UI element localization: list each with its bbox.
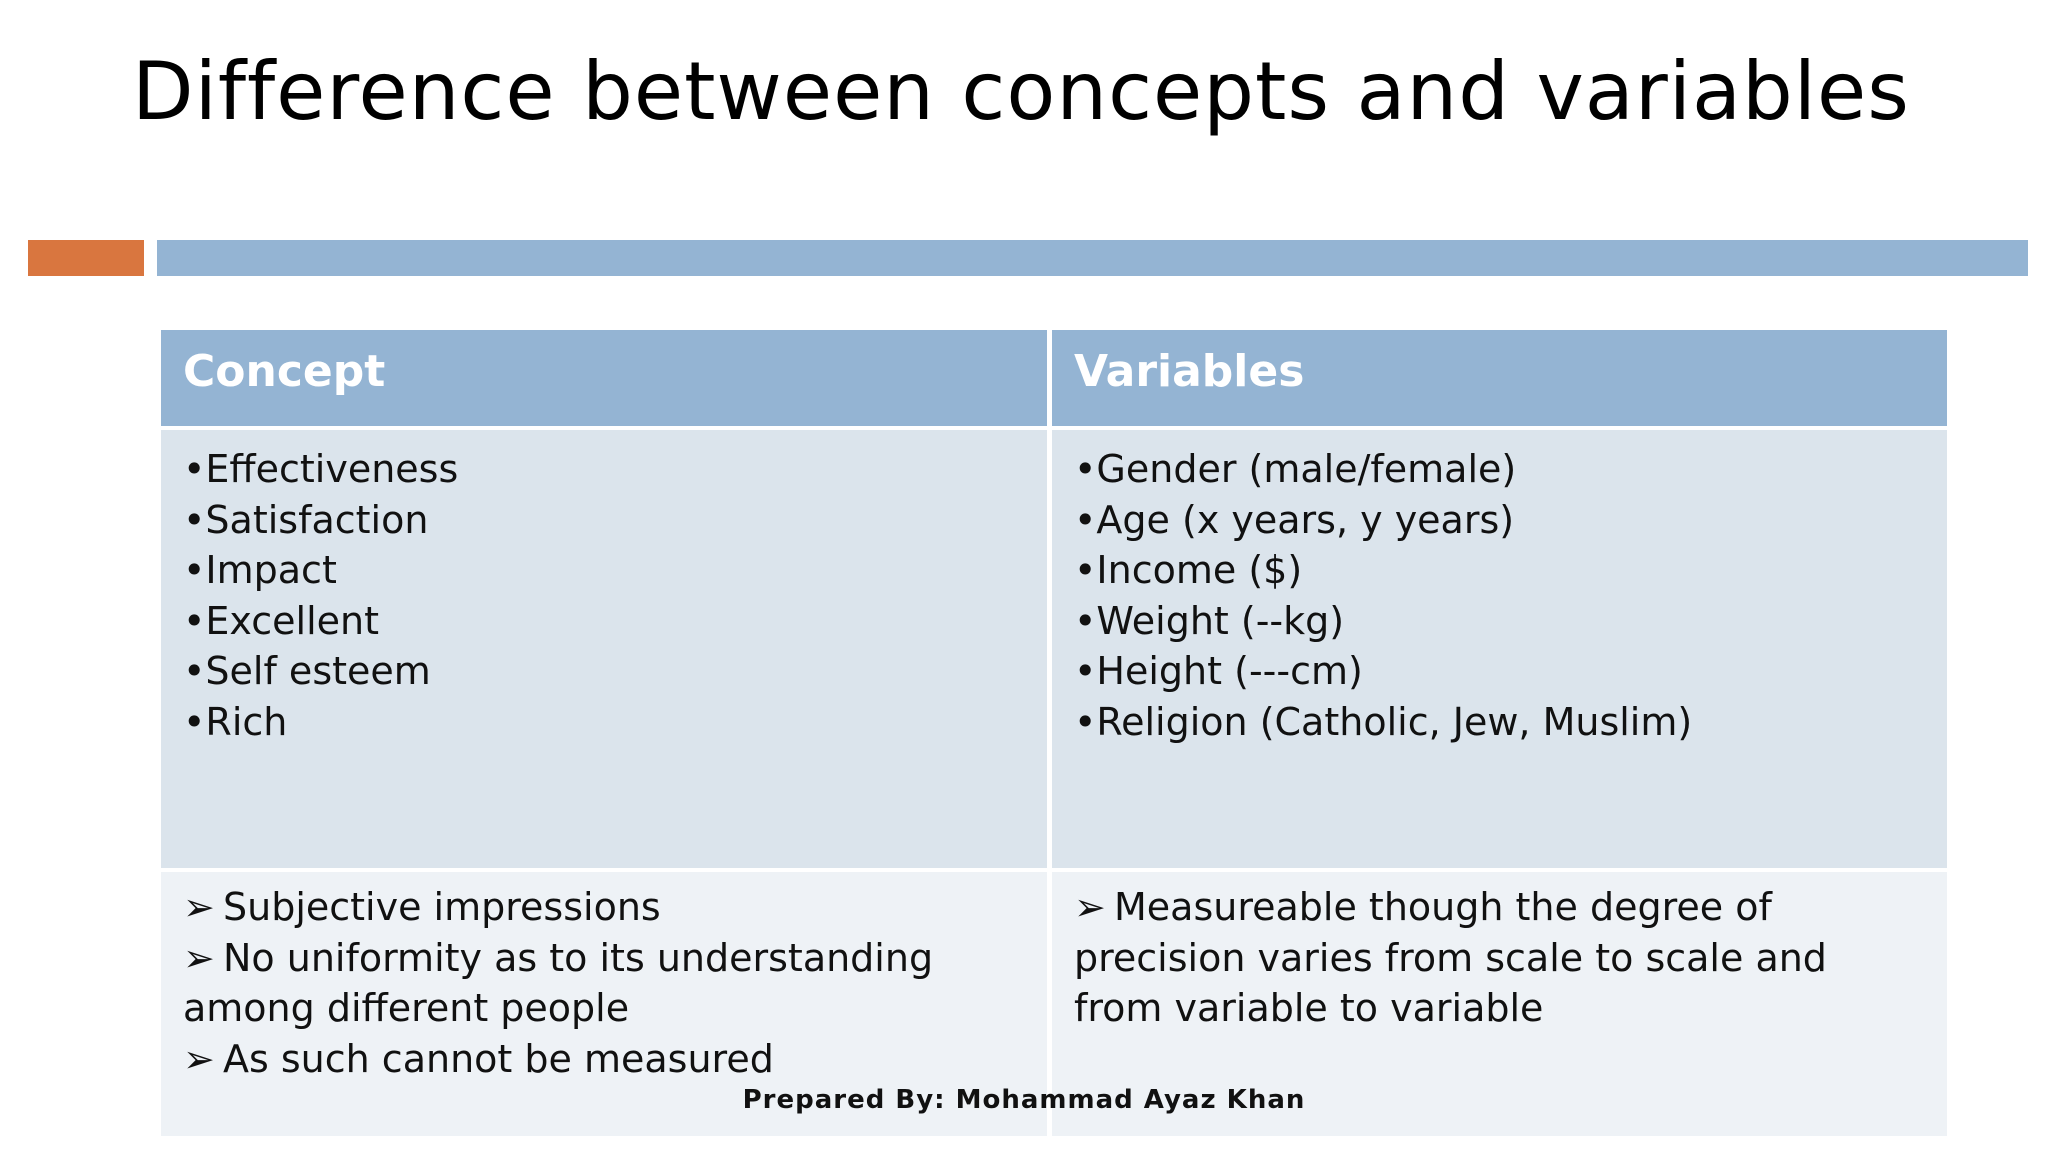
list-item: • Self esteem [183,646,1025,697]
variable-items-cell [1052,430,1947,868]
accent-bar-blue [157,240,2028,276]
list-item: • Satisfaction [183,495,1025,546]
comparison-table [161,330,1947,1136]
arrow-bullet-icon: ➢ [183,935,215,980]
list-item: • Religion (Catholic, Jew, Muslim) [1074,697,1925,748]
note-text: Subjective impressions [223,885,661,929]
list-item: • Impact [183,545,1025,596]
arrow-bullet-icon: ➢ [183,1036,215,1081]
note-text: As such cannot be measured [223,1036,774,1081]
list-item: • Rich [183,697,1025,748]
note-item [183,1034,1025,1085]
arrow-bullet-icon: ➢ [183,885,215,929]
note-text: No uniformity as to its understanding among different people [183,935,934,1030]
concept-items-cell [161,430,1047,868]
header-concept: Concept [161,330,1047,426]
variable-list [1074,444,1925,747]
list-item: • Excellent [183,596,1025,647]
list-item: • Effectiveness [183,444,1025,495]
list-item: • Age (x years, y years) [1074,495,1925,546]
note-item [183,933,1025,1034]
list-item: • Weight (--kg) [1074,596,1925,647]
slide-title: Difference between concepts and variables [132,45,1910,138]
list-item: • Height (---cm) [1074,646,1925,697]
header-variables: Variables [1052,330,1947,426]
note-text: Measureable though the degree of precision varies from scale to scale and from variable to variable [1074,885,1827,1030]
concept-list [183,444,1025,747]
accent-bar-orange [28,240,144,276]
list-item: • Income ($) [1074,545,1925,596]
note-item [183,882,1025,933]
note-item [1074,882,1925,1034]
arrow-bullet-icon: ➢ [1074,885,1106,929]
footer-credit: Prepared By: Mohammad Ayaz Khan [742,1085,1306,1115]
list-item: • Gender (male/female) [1074,444,1925,495]
